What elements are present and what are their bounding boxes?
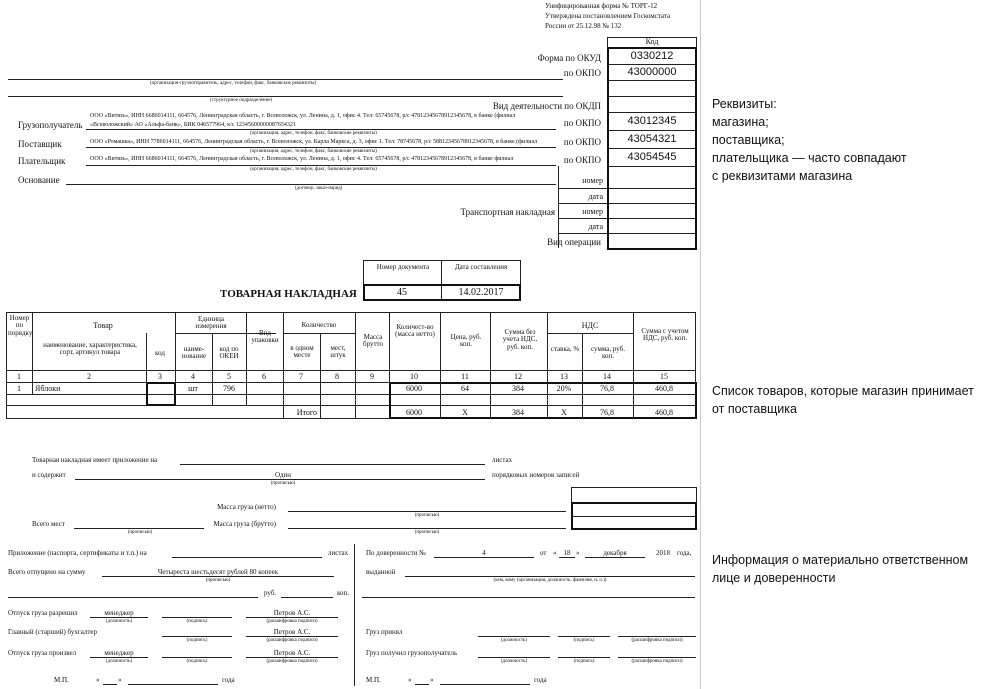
gross-label: Масса груза (брутто) [213,520,276,528]
org-caption-consignee: (организация, адрес, телефон, факс, банковские реквизиты) [250,131,377,136]
in-words-caption: (прописью) [270,481,296,486]
row-sum-vat: 460,8 [655,384,673,393]
col-number: 14 [603,372,611,381]
th-num: Номер по порядку [8,314,33,337]
col-number: 6 [262,372,266,381]
total-vat-rate: Х [561,408,567,417]
accepted-position-caption: (должность) [500,638,528,643]
annotation-poa [712,551,997,587]
doc-date-header: Дата составления [454,263,508,271]
transport-date-label: дата [588,222,603,231]
col-number: 2 [87,372,91,381]
poa-year-suffix: года, [677,549,692,557]
contains-value: Один [274,471,292,479]
sheets2-label: листах [328,549,349,557]
total-label: Итого [296,408,317,417]
stamp-left: М.П. [54,676,69,684]
col-number: 9 [370,372,374,381]
poa-from: от [540,549,547,557]
row-unit: шт [188,384,198,393]
org-caption-supplier: (организация, адрес, телефон, факс, банковские реквизиты) [250,149,377,154]
col-number: 8 [335,372,339,381]
total-sum-novat: 384 [512,408,524,417]
year-suffix-left: года [222,676,235,684]
org-caption-payer: (организация, адрес, телефон, факс, банковские реквизиты) [250,167,377,172]
th-unit-name: наиме-нование [181,345,207,361]
consignee-label: Грузополучатель [18,120,83,130]
records-box [571,487,697,503]
annotation-line: поставщика; [712,133,785,147]
poa-open-quote: « [553,549,557,557]
th-pack: Вид упаковки [251,329,279,345]
annotation-line: с реквизитами магазина [712,169,853,183]
total-price: Х [462,408,468,417]
th-goods-name: наименование, характеристика, сорт, артикул товара [43,341,137,357]
okpo-label: по ОКПО [563,68,601,78]
released-by-name: Петров А.С. [273,649,311,657]
okud-label: Форма по ОКУД [537,53,601,63]
col-number: 12 [514,372,522,381]
received-position-caption: (должность) [500,659,528,664]
places-in-words: (прописью) [127,530,153,535]
contains-label: и содержит [32,471,66,479]
col-number: 11 [461,372,469,381]
appendix-label: Товарная накладная имеет приложение на [32,456,158,464]
col-number: 7 [299,372,303,381]
payer-label: Плательщик [18,156,66,166]
okud-value: 0330212 [630,50,674,62]
struct-caption: (структурное подразделение) [210,98,273,103]
released-sum-value: Четыреста шестьдесят рублей 80 копеек [157,568,279,576]
th-vat-sum: сумма, руб. коп. [591,345,625,361]
th-sum-vat: Сумма с учетом НДС, руб. коп. [641,327,689,343]
annotation-line: лице и доверенности [712,571,836,585]
poa-year: 2018 [656,549,670,557]
accountant-decode-caption: (расшифровка подписи) [266,638,318,643]
operation-label: Вид операции [547,237,601,247]
okdp-label: Вид деятельности по ОКДП [492,101,601,111]
accepted-decode-caption: (расшифровка подписи) [631,638,683,643]
accountant-label: Главный (старший) бухгалтер [8,628,98,636]
annotation-line: плательщика — часто совпадают [712,151,907,165]
total-sum-vat: 460,8 [655,408,673,417]
th-net: Количест-во (масса нетто) [395,323,435,339]
basis-caption: (договор, заказ-наряд) [295,186,343,191]
th-vat: НДС [581,321,599,330]
row-num: 1 [17,384,21,393]
received-signature-caption: (подпись) [573,659,595,664]
poa-day: 18 [563,549,571,557]
issued-caption: (кем, кому (организация, должность, фамилия, и. о.)) [493,578,607,583]
th-qty-one: в одном месте [290,344,314,360]
annotation-line: Список товаров, которые магазин принимает [712,384,974,398]
col-number: 15 [660,372,668,381]
year-suffix-right: года [534,676,547,684]
accepted-signature-caption: (подпись) [573,638,595,643]
form-header-line3: России от 25.12.98 № 132 [545,22,622,30]
th-qty-places: мест, штук [330,344,346,360]
consignee-okpo-label: по ОКПО [563,118,601,128]
doc-num-header: Номер документа [376,263,430,271]
form-header-line1: Унифицированная форма № ТОРГ-12 [545,2,658,10]
kop-label: коп. [337,589,350,597]
released-sum-label: Всего отпущено на сумму [8,568,86,576]
basis-number-label: номер [582,176,603,185]
sheets-label: листах [492,456,513,464]
released-by-position: менеджер [104,649,134,657]
places-label: Всего мест [32,520,65,528]
annotation-line: магазина; [712,115,769,129]
received-decode-caption: (расшифровка подписи) [631,659,683,664]
poa-close-quote: » [576,549,580,557]
allowed-signature-caption: (подпись) [186,619,208,624]
consignee-line2: «Всеволожский» АО «Альфа-банк», БИК 046577964, к/с 12345600000087654321 [90,122,296,128]
col-number: 3 [158,372,162,381]
allowed-position-caption: (должность) [105,619,133,624]
consignee-line1: ООО «Витязь», ИНН 6686014111, 664576, Ленинградская область, г. Всеволожск, ул. Ленина, д. 1, офис 4. Тел: 65745678, р/с 47812345678912345678, в банке (филиал [90,113,516,119]
col-number: 13 [560,372,568,381]
annotation-requisites [712,95,992,185]
col-number: 5 [227,372,231,381]
total-vat-sum: 76,8 [600,408,614,417]
row-sum-novat: 384 [512,384,524,393]
transport-number-label: номер [582,207,603,216]
date-open-quote: « [96,676,100,684]
th-code: код [155,349,165,357]
okpo-value: 43000000 [627,66,677,78]
th-goods: Товар [93,321,113,330]
total-net: 6000 [406,408,422,417]
received-label: Груз получил грузополучатель [366,649,458,657]
th-gross: Масса брутто [363,333,383,349]
th-unit-okei: код по ОКЕИ [219,345,239,361]
supplier-okpo-label: по ОКПО [563,137,601,147]
supplier-label: Поставщик [18,139,62,149]
th-sum-novat: Сумма без учета НДС, руб. коп. [502,328,538,351]
accountant-name: Петров А.С. [273,628,311,636]
records-label: порядковых номеров записей [492,471,580,479]
payer-okpo-value: 43054545 [627,151,677,163]
allowed-label: Отпуск груза разрешил [8,609,78,617]
released-by-label: Отпуск груза произвел [8,649,77,657]
allowed-decode-caption: (расшифровка подписи) [266,619,318,624]
th-price: Цена, руб. коп. [450,333,482,349]
allowed-position: менеджер [104,609,134,617]
basis-label: Основание [18,175,60,185]
row-okei: 796 [223,384,235,393]
net-in-words: (прописью) [414,513,440,518]
annotation-line: Информация о материально ответственном [712,553,969,567]
rub-label: руб. [264,589,277,597]
doc-title: ТОВАРНАЯ НАКЛАДНАЯ [220,288,357,300]
row-net: 6000 [406,384,422,393]
th-unit: Единица измерения [195,315,227,331]
supplier-text: ООО «Ромашка», ИНН 7786014111, 664576, Ленинградская область, г. Всеволожск, ул. Карла Маркса, д. 3, офис 1. Тел: 78745678, р/с 58812345678912345678, в банке (филиал [90,139,538,145]
net-label: Масса груза (нетто) [217,503,276,511]
consignee-okpo-value: 43012345 [627,115,677,127]
doc-date: 14.02.2017 [458,287,504,298]
poa-label: По доверенности № [366,549,426,557]
code-header: Код [645,37,659,46]
poa-month: декабря [603,549,627,557]
annotation-line: Реквизиты: [712,97,777,111]
annotation-line: от поставщика [712,402,797,416]
appendix2-label: Приложение (паспорта, сертификаты и т.п.) на [8,549,147,557]
released-by-decode-caption: (расшифровка подписи) [266,659,318,664]
stamp-right: М.П. [366,676,381,684]
form-header-line2: Утверждена постановлением Госкомстата [545,12,671,20]
date-close-quote: » [118,676,122,684]
issued-label: выданной [366,568,396,576]
date-close-quote-right: » [430,676,434,684]
th-vat-rate: ставка, % [550,345,580,353]
allowed-name: Петров А.С. [273,609,311,617]
row-vat-sum: 76,8 [600,384,614,393]
row-price: 64 [461,384,469,393]
col-number: 1 [17,372,21,381]
payer-text: ООО «Витязь», ИНН 6686014111, 664576, Ленинградская область, г. Всеволожск, ул. Ленина, д. 1, офис 4. Тел: 65745678, р/с 47812345678912345678, в банке филиал [90,156,514,162]
col-number: 10 [410,372,418,381]
row-vat-rate: 20% [556,384,572,393]
doc-number: 45 [397,287,407,298]
released-sum-in-words: (прописью) [205,578,231,583]
supplier-okpo-value: 43054321 [627,133,677,145]
annotation-goods [712,382,997,418]
col-number: 4 [191,372,195,381]
released-by-signature-caption: (подпись) [186,659,208,664]
date-open-quote-right: « [408,676,412,684]
basis-date-label: дата [588,192,603,201]
released-by-position-caption: (должность) [105,659,133,664]
accountant-signature-caption: (подпись) [186,638,208,643]
payer-okpo-label: по ОКПО [563,155,601,165]
org-caption: (организация-грузоотправитель, адрес, телефон, факс, банковские реквизиты) [150,81,317,86]
gross-in-words: (прописью) [414,530,440,535]
transport-label: Транспортная накладная [460,207,555,217]
accepted-label: Груз принял [366,628,403,636]
th-qty: Количество [301,321,337,329]
poa-number: 4 [482,549,486,557]
row-name: Яблоки [35,384,61,393]
